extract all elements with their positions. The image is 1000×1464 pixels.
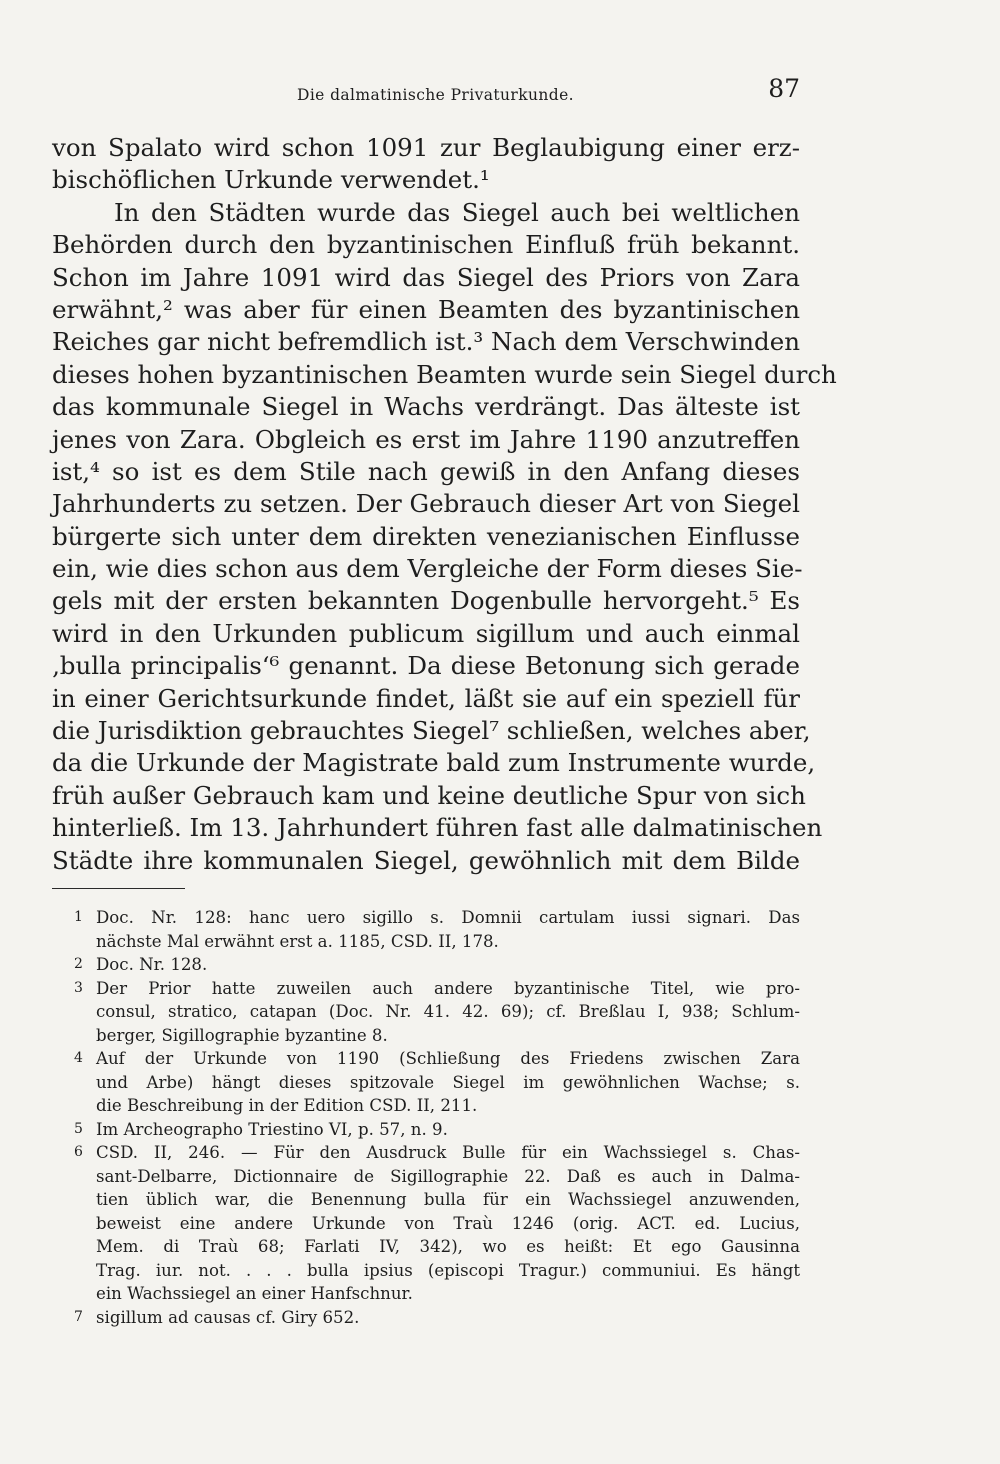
footnote-2 <box>52 953 800 977</box>
footnote-line: CSD. II, 246. — Für den Ausdruck Bulle für ein Wachssiegel s. Chas- <box>96 1143 800 1162</box>
footnotes <box>52 906 800 1329</box>
text-line: dieses hohen byzantinischen Beamten wurde sein Siegel durch <box>52 359 837 389</box>
text-line: gels mit der ersten bekannten Dogenbulle hervorgeht.⁵ Es <box>52 586 800 616</box>
text-line: Schon im Jahre 1091 wird das Siegel des Priors von Zara <box>52 262 800 292</box>
footnote-number: 7 <box>74 1308 83 1325</box>
text-line: das kommunale Siegel in Wachs verdrängt. Das älteste ist <box>52 392 800 422</box>
footnote-number: 4 <box>74 1050 83 1066</box>
footnote-number: 3 <box>74 979 83 996</box>
footnote-line: beweist eine andere Urkunde von Traù 1246 (orig. ACT. ed. Lucius, <box>96 1213 800 1233</box>
text-line: bürgerte sich unter dem direkten venezianischen Einflusse <box>52 521 800 551</box>
footnote-line: consul, stratico, catapan (Doc. Nr. 41. 42. 69); cf. Breßlau I, 938; Schlum- <box>96 1002 800 1021</box>
text-line: jenes von Zara. Obgleich es erst im Jahre 1190 anzutreffen <box>52 424 800 454</box>
footnote-6 <box>52 1141 800 1306</box>
footnote-number: 5 <box>74 1120 83 1137</box>
main-text <box>52 132 837 877</box>
footnote-line: sant-Delbarre, Dictionnaire de Sigillographie 22. Daß es auch in Dalma- <box>96 1166 800 1186</box>
text-line: Behörden durch den byzantinischen Einfluß früh bekannt. <box>52 230 800 260</box>
footnote-number: 6 <box>74 1144 83 1160</box>
text-line: Jahrhunderts zu setzen. Der Gebrauch dieser Art von Siegel <box>52 489 800 519</box>
text-line: erwähnt,² was aber für einen Beamten des byzantinischen <box>52 294 800 324</box>
footnote-line: tien üblich war, die Benennung bulla für ein Wachssiegel anzuwenden, <box>96 1190 800 1209</box>
text-line: ‚bulla principalis‘⁶ genannt. Da diese Betonung sich gerade <box>52 651 800 681</box>
footnote-line: Mem. di Traù 68; Farlati IV, 342), wo es heißt: Et ego Gausinna <box>96 1237 800 1256</box>
footnote-line: Der Prior hatte zuweilen auch andere byzantinische Titel, wie pro- <box>96 978 800 998</box>
text-line: hinterließ. Im 13. Jahrhundert führen fast alle dalmatinischen <box>52 813 823 843</box>
text-line: da die Urkunde der Magistrate bald zum Instrumente wurde, <box>52 748 816 778</box>
text-line: Reiches gar nicht befremdlich ist.³ Nach dem Verschwinden <box>52 327 800 357</box>
text-line: in einer Gerichtsurkunde findet, läßt sie auf ein speziell für <box>52 683 800 713</box>
footnote-line: berger, Sigillographie byzantine 8. <box>96 1025 388 1045</box>
footnote-1 <box>52 906 800 953</box>
footnote-line: und Arbe) hängt dieses spitzovale Siegel im gewöhnlichen Wachse; s. <box>96 1072 800 1092</box>
footnote-3 <box>52 977 800 1048</box>
footnote-line: Doc. Nr. 128: hanc uero sigillo s. Domnii cartulam iussi signari. Das <box>96 908 800 927</box>
text-line: die Jurisdiktion gebrauchtes Siegel⁷ schließen, welches aber, <box>52 716 811 746</box>
text-line: Städte ihre kommunalen Siegel, gewöhnlich mit dem Bilde <box>52 845 800 875</box>
running-title: Die dalmatinische Privaturkunde. <box>297 86 574 104</box>
text-line: In den Städten wurde das Siegel auch bei weltlichen <box>114 197 800 227</box>
footnote-line: die Beschreibung in der Edition CSD. II, 211. <box>96 1096 478 1115</box>
text-line: wird in den Urkunden publicum sigillum und auch einmal <box>52 618 800 648</box>
footnote-number: 2 <box>74 956 83 972</box>
text-line: ein, wie dies schon aus dem Vergleiche der Form dieses Sie- <box>52 554 803 584</box>
text-line: früh außer Gebrauch kam und keine deutliche Spur von sich <box>52 780 806 810</box>
footnote-line: Im Archeographo Triestino VI, p. 57, n. 9. <box>96 1119 448 1139</box>
footnote-7 <box>52 1306 800 1330</box>
footnote-line: Auf der Urkunde von 1190 (Schließung des Friedens zwischen Zara <box>96 1049 800 1068</box>
text-line: bischöflichen Urkunde verwendet.¹ <box>52 165 490 195</box>
footnote-4 <box>52 1047 800 1118</box>
footnote-number: 1 <box>74 909 83 925</box>
page-header <box>52 72 800 112</box>
text-line: ist,⁴ so ist es dem Stile nach gewiß in den Anfang dieses <box>52 456 800 486</box>
footnote-line: ein Wachssiegel an einer Hanfschnur. <box>96 1284 413 1303</box>
footnote-line: Doc. Nr. 128. <box>96 955 208 974</box>
footnote-separator <box>52 888 185 889</box>
footnote-line: nächste Mal erwähnt erst a. 1185, CSD. II, 178. <box>96 931 499 951</box>
footnote-5 <box>52 1118 800 1142</box>
page-number: 87 <box>768 74 800 103</box>
footnote-line: sigillum ad causas cf. Giry 652. <box>96 1307 360 1327</box>
text-line: von Spalato wird schon 1091 zur Beglaubigung einer erz- <box>52 133 800 162</box>
footnote-line: Trag. iur. not. . . . bulla ipsius (episcopi Tragur.) communiui. Es hängt <box>96 1260 800 1280</box>
